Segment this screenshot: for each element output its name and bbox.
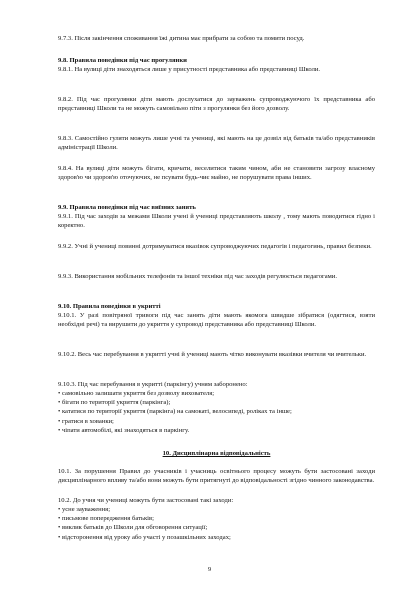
section-heading-9-8: 9.8. Правила поведінки під час прогулянки [58,57,187,64]
page-number: 9 [207,566,212,573]
list-item: • кататися по території укриття (паркінга) на самокаті, велосипеді, роліках та інше; [58,408,292,416]
section-heading-10: 10. Дисциплінарна відповідальність [162,450,271,457]
paragraph-9-10-2: 9.10.2. Весь час перебування в укритті учні й учениці мають чітко виконувати вказівки вчителя чи вчительки. [58,351,367,358]
list-item: • гратися в хованки; [58,417,114,425]
paragraph-9-8-2: 9.8.2. Під час прогулянки діти мають дослухатися до зауважень супроводжуючого їх представника або представниці Школи та не можуть самовільно піти з прогулянки без його дозволу. [58,96,375,113]
list-item: • виклик батьків до Школи для обговорення ситуації; [58,524,208,532]
list-item: • усне зауваження; [58,506,111,513]
paragraph-9-8-1: 9.8.1. На вулиці діти знаходяться лише у присутності представника або представниці Школи. [58,66,321,73]
list-item: • відсторонення від уроку або участі у позашкільних заходах; [58,533,231,541]
paragraph-9-8-4: 9.8.4. На вулиці діти можуть бігати, кричати, веселитися таким чином, аби не становити загрозу власному здоров'ю чи здоров'ю оточуючих, не псувати будь-чиє майно, не порушувати права інших. [58,165,375,182]
paragraph-9-9-1: 9.9.1. Під час заходів за межами Школи учені й учениці представляють школу , тому мають поводитися гідно і коректно. [58,213,375,230]
prohibitions-list [58,389,375,435]
paragraph-9-9-2: 9.9.2. Учні й учениці повинні дотримуватися вказівок супроводжуючих педагогів і педагогинь, правил безпеки. [58,243,372,250]
paragraph-9-9-3: 9.9.3. Використання мобільних телефонів та іншої техніки під час заходів регулюється педагогами. [58,273,337,280]
paragraph-9-10-1: 9.10.1. У разі повітряної тривоги під час занять діти мають якомога швидше зібратися (одягтися, взяти необхідні речі) та вирушити до укриття у супроводі представника або представниці Школи. [58,312,375,329]
section-heading-9-9: 9.9. Правила поведінки під час виїзних занять [58,204,196,211]
list-item: • чіпати автомобілі, які знаходяться в паркінгу. [58,426,190,434]
list-item: • бігати по території укриття (паркінга); [58,399,171,407]
section-heading-9-10: 9.10. Правила поведінки в укритті [58,303,161,310]
list-item: • самовільно залишати укриття без дозволу вихователя; [58,390,215,397]
paragraph-10-2: 10.2. До учня чи учениці можуть бути застосовані такі заходи: [58,497,234,504]
list-item: • письмове попередження батьків; [58,515,154,523]
paragraph-9-7-3: 9.7.3. Після закінчення споживання їжі дитина має прибрати за собою та помити посуд. [58,35,305,42]
measures-list [58,505,375,542]
paragraph-9-8-3: 9.8.3. Самостійно гуляти можуть лише учні та учениці, які мають на це дозвіл від батьків та/або представників адміністрації Школи. [58,135,375,152]
paragraph-9-10-3: 9.10.3. Під час перебування в укритті (паркінгу) учням заборонено: [58,381,248,388]
paragraph-10-1: 10.1. За порушення Правил до учасників і учасниць освітнього процесу можуть бути застосовані заходи дисциплінарного впливу та/або вони можуть бути притягнуті до відповідальності згідно чинного законодавства. [58,468,375,485]
